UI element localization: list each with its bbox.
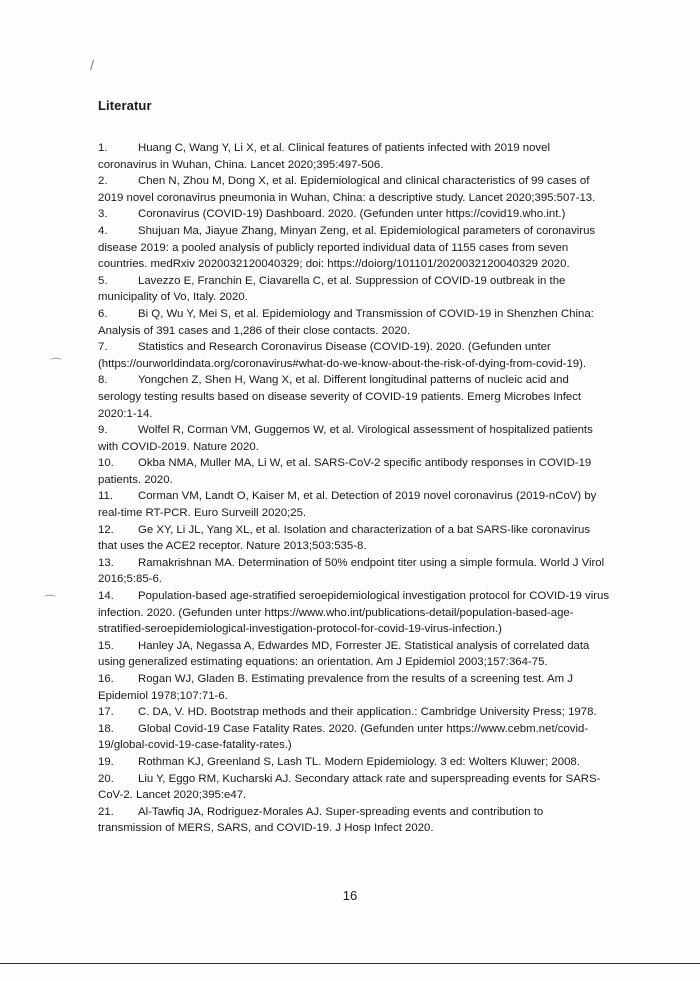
reference-number: 19. bbox=[98, 755, 114, 768]
reference-item bbox=[98, 754, 610, 771]
reference-text: Rogan WJ, Gladen B. Estimating prevalence from the results of a screening test. Am J Epidemiol 1978;107:71-6. bbox=[98, 673, 573, 702]
reference-item bbox=[98, 206, 610, 223]
reference-number: 12. bbox=[98, 523, 114, 536]
reference-number: 16. bbox=[98, 673, 114, 685]
reference-item bbox=[98, 173, 610, 206]
reference-text: Corman VM, Landt O, Kaiser M, et al. Detection of 2019 novel coronavirus (2019-nCoV) by real-time RT-PCR. Euro Surveill 2020;25. bbox=[98, 490, 597, 520]
reference-text: Al-Tawfiq JA, Rodriguez-Morales AJ. Super-spreading events and contribution to transmission of MERS, SARS, and COVID-19. J Hosp Infect 2020. bbox=[98, 805, 544, 835]
reference-item bbox=[98, 638, 610, 671]
reference-item bbox=[98, 522, 610, 555]
reference-text: Liu Y, Eggo RM, Kucharski AJ. Secondary attack rate and superspreading events for SARS-CoV-2. Lancet 2020;395:e47. bbox=[98, 772, 601, 802]
reference-number: 2. bbox=[98, 175, 108, 188]
reference-item bbox=[98, 671, 610, 704]
reference-number: 8. bbox=[98, 374, 108, 387]
reference-item bbox=[98, 422, 610, 455]
reference-item bbox=[98, 721, 610, 754]
reference-text: Rothman KJ, Greenland S, Lash TL. Modern Epidemiology. 3 ed: Wolters Kluwer; 2008. bbox=[138, 755, 580, 768]
reference-text: Ramakrishnan MA. Determination of 50% endpoint titer using a simple formula. World J Virol 2016;5:85-6. bbox=[98, 556, 605, 586]
reference-item bbox=[98, 455, 610, 488]
reference-text: Global Covid-19 Case Fatality Rates. 2020. (Gefunden unter https://www.cebm.net/covid-19/global-covid-19-case-fatality-rates.) bbox=[98, 722, 589, 752]
reference-item bbox=[98, 704, 610, 721]
reference-item bbox=[98, 771, 610, 804]
reference-number: 17. bbox=[98, 706, 114, 719]
reference-text: Okba NMA, Muller MA, Li W, et al. SARS-CoV-2 specific antibody responses in COVID-19 patients. 2020. bbox=[98, 457, 592, 486]
reference-item bbox=[98, 140, 610, 173]
reference-number: 18. bbox=[98, 722, 114, 735]
reference-number: 3. bbox=[98, 208, 108, 221]
reference-text: Population-based age-stratified seroepidemiological investigation protocol for COVID-19 virus infection. 2020. (Gefunden unter https://www.who.int/publications-detail/population-based-age-stratified-seroepidemiological-investigation-protocol-for-covid-19-virus-infection.) bbox=[98, 590, 610, 636]
reference-item bbox=[98, 273, 610, 306]
reference-item bbox=[98, 804, 610, 837]
reference-text: Coronavirus (COVID-19) Dashboard. 2020. (Gefunden unter https://covid19.who.int.) bbox=[138, 208, 566, 221]
reference-item bbox=[98, 372, 610, 422]
reference-number: 14. bbox=[98, 590, 114, 603]
reference-text: Statistics and Research Coronavirus Disease (COVID-19). 2020. (Gefunden unter (https://ourworldindata.org/coronavirus#what-do-we-know-about-the-risk-of-dying-from-covid-19). bbox=[98, 341, 587, 370]
reference-number: 11. bbox=[98, 490, 113, 503]
reference-text: Bi Q, Wu Y, Mei S, et al. Epidemiology and Transmission of COVID-19 in Shenzhen China: Analysis of 391 cases and 1,286 of their close contacts. 2020. bbox=[98, 307, 594, 337]
reference-number: 7. bbox=[98, 341, 108, 354]
reference-item bbox=[98, 223, 610, 273]
reference-number: 21. bbox=[98, 805, 114, 818]
reference-text: Shujuan Ma, Jiayue Zhang, Minyan Zeng, et al. Epidemiological parameters of coronavirus disease 2019: a pooled analysis of publicly reported individual data of 1155 cases from seven countries. medRxiv 2020032120040329; doi: https://doiorg/101101/2020032120040329 2020. bbox=[98, 224, 596, 271]
reference-number: 5. bbox=[98, 274, 108, 287]
scan-mark: / bbox=[90, 58, 95, 72]
reference-text: Wolfel R, Corman VM, Guggemos W, et al. Virological assessment of hospitalized patients with COVID-2019. Nature 2020. bbox=[98, 424, 593, 453]
footer-rule bbox=[0, 963, 700, 964]
scan-mark: ⌒ bbox=[44, 594, 57, 608]
reference-number: 20. bbox=[98, 772, 114, 785]
reference-number: 10. bbox=[98, 457, 114, 470]
reference-text: Hanley JA, Negassa A, Edwardes MD, Forrester JE. Statistical analysis of correlated data using generalized estimating equations: an orientation. Am J Epidemiol 2003;157:364-75. bbox=[98, 639, 590, 669]
references-heading: Literatur bbox=[98, 98, 152, 113]
reference-number: 4. bbox=[98, 224, 108, 237]
scan-mark: ⌒ bbox=[50, 357, 63, 371]
reference-item bbox=[98, 555, 610, 588]
reference-text: C. DA, V. HD. Bootstrap methods and their application.: Cambridge University Press; 1978. bbox=[138, 706, 597, 719]
reference-number: 9. bbox=[98, 424, 108, 437]
reference-number: 13. bbox=[98, 556, 114, 569]
reference-item bbox=[98, 339, 610, 372]
reference-text: Lavezzo E, Franchin E, Ciavarella C, et al. Suppression of COVID-19 outbreak in the municipality of Vo, Italy. 2020. bbox=[98, 274, 566, 304]
reference-item bbox=[98, 488, 610, 521]
reference-number: 15. bbox=[98, 639, 114, 652]
page-number: 16 bbox=[342, 888, 358, 903]
reference-number: 1. bbox=[98, 142, 108, 154]
reference-text: Chen N, Zhou M, Dong X, et al. Epidemiological and clinical characteristics of 99 cases of 2019 novel coronavirus pneumonia in Wuhan, China: a descriptive study. Lancet 2020;395:507-13. bbox=[98, 175, 596, 204]
reference-item bbox=[98, 306, 610, 339]
reference-text: Yongchen Z, Shen H, Wang X, et al. Different longitudinal patterns of nucleic acid and serology testing results based on disease severity of COVID-19 patients. Emerg Microbes Infect 2020:1-14. bbox=[98, 374, 582, 420]
reference-text: Huang C, Wang Y, Li X, et al. Clinical features of patients infected with 2019 novel coronavirus in Wuhan, China. Lancet 2020;395:497-506. bbox=[98, 142, 550, 171]
reference-number: 6. bbox=[98, 307, 108, 320]
reference-item bbox=[98, 588, 610, 638]
reference-text: Ge XY, Li JL, Yang XL, et al. Isolation and characterization of a bat SARS-like coronavirus that uses the ACE2 receptor. Nature 2013;503:535-8. bbox=[98, 523, 591, 553]
reference-list bbox=[98, 140, 610, 837]
